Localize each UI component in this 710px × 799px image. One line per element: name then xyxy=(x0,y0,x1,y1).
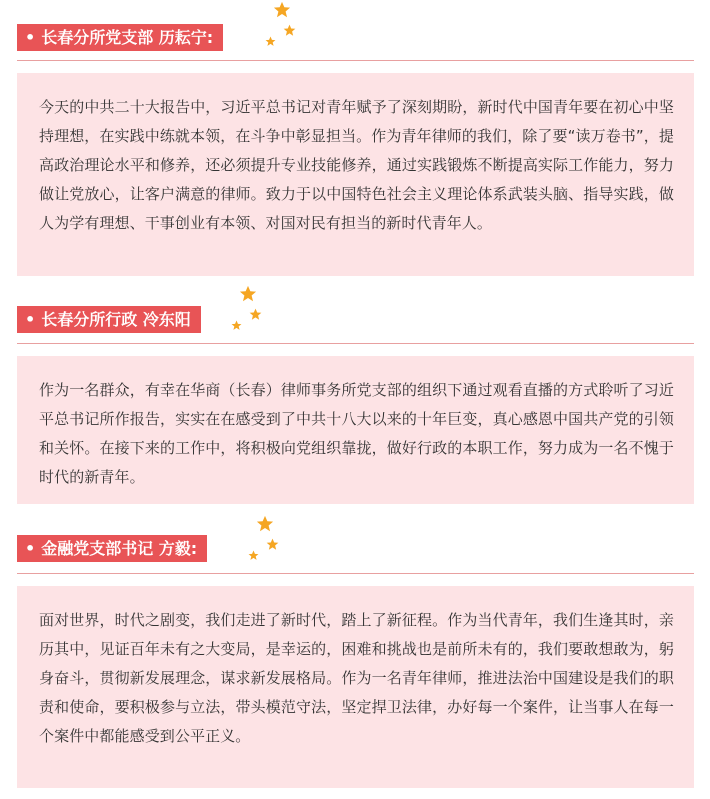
section-body: 面对世界，时代之剧变，我们走进了新时代，踏上了新征程。作为当代青年，我们生逢其时，亲历其中，见证百年未有之大变局，是幸运的，困难和挑战也是前所未有的，我们要敢想敢为，躬身奋斗，贯彻新发展理念，谋求新发展格局。作为一名青年律师，推进法治中国建设是我们的职责和使命，要积极参与立法，带头模范守法，坚定捍卫法律，办好每一个案件，让当事人在每一个案件中都能感受到公平正义。 xyxy=(17,586,694,788)
section-title-tag xyxy=(17,535,207,562)
divider xyxy=(17,343,694,344)
star-icon xyxy=(265,36,276,47)
stars-decoration xyxy=(248,514,288,564)
star-icon xyxy=(231,320,242,331)
bullet: • xyxy=(25,28,36,47)
divider xyxy=(17,60,694,61)
bullet: • xyxy=(25,310,36,329)
stars-decoration xyxy=(265,0,305,50)
section-title: 长春分所党支部 历耘宁: xyxy=(41,28,214,47)
star-icon xyxy=(283,24,296,37)
section-title-tag xyxy=(17,306,201,333)
star-icon xyxy=(256,515,274,533)
section-title: 金融党支部书记 方毅: xyxy=(41,539,198,558)
bullet: • xyxy=(25,539,36,558)
section-title-tag xyxy=(17,24,223,51)
star-icon xyxy=(266,538,279,551)
star-icon xyxy=(239,285,257,303)
section-title: 长春分所行政 冷东阳 xyxy=(41,310,191,329)
star-icon xyxy=(273,1,291,19)
star-icon xyxy=(249,308,262,321)
section-body: 作为一名群众，有幸在华商（长春）律师事务所党支部的组织下通过观看直播的方式聆听了习近平总书记所作报告，实实在在感受到了中共十八大以来的十年巨变，真心感恩中国共产党的引领和关怀。在接下来的工作中，将积极向党组织靠拢，做好行政的本职工作，努力成为一名不愧于时代的新青年。 xyxy=(17,356,694,504)
stars-decoration xyxy=(231,284,271,334)
divider xyxy=(17,573,694,574)
star-icon xyxy=(248,550,259,561)
section-body: 今天的中共二十大报告中，习近平总书记对青年赋予了深刻期盼，新时代中国青年要在初心中坚持理想，在实践中练就本领，在斗争中彰显担当。作为青年律师的我们，除了要“读万卷书”，提高政治理论水平和修养，还必须提升专业技能修养，通过实践锻炼不断提高实际工作能力，努力做让党放心，让客户满意的律师。致力于以中国特色社会主义理论体系武装头脑、指导实践，做人为学有理想、干事创业有本领、对国对民有担当的新时代青年人。 xyxy=(17,73,694,276)
